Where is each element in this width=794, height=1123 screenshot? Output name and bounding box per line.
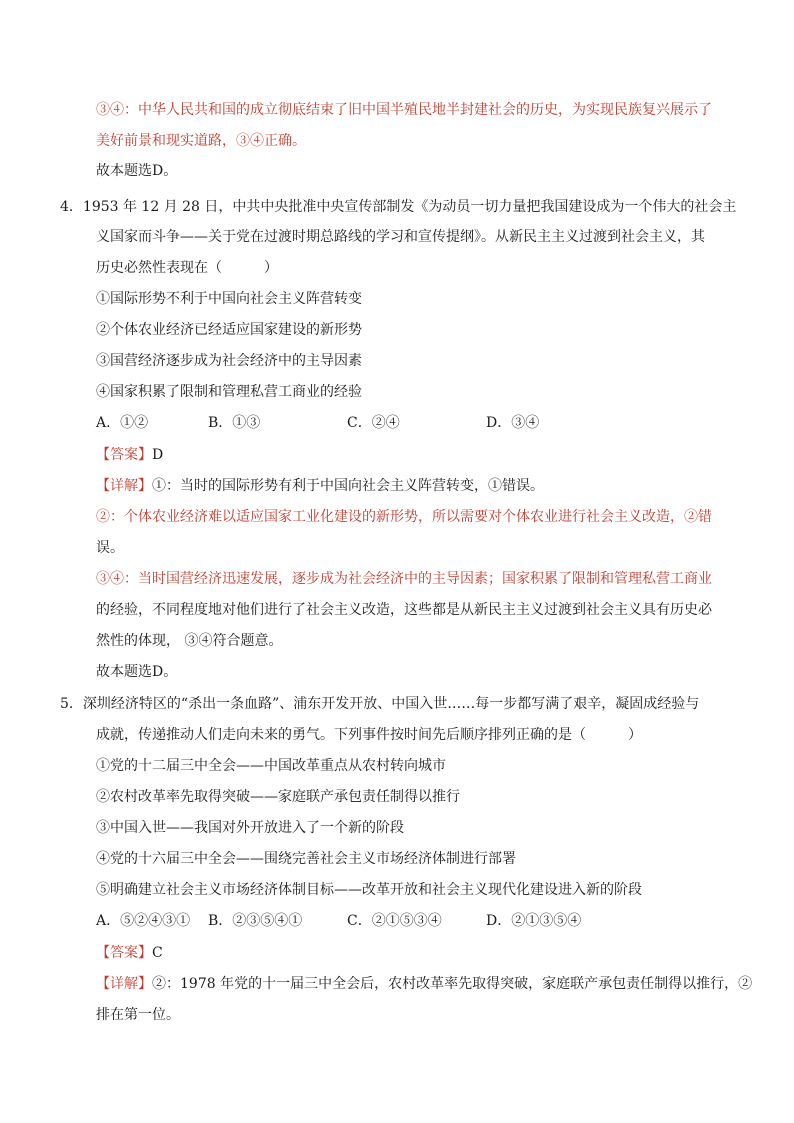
explanation-line: ②：个体农业经济难以适应国家工业化建设的新形势，所以需要对个体农业进行社会主义改造，②错	[96, 509, 712, 525]
question-4-option-d: D．③④	[486, 415, 540, 431]
question-5-statement: ⑤明确建立社会主义市场经济体制目标——改革开放和社会主义现代化建设进入新的阶段	[96, 882, 642, 898]
explanation-line: 排在第一位。	[96, 1007, 180, 1023]
explanation-text: 然性的体现， ③④符合题意。	[96, 633, 283, 649]
question-4-statement: ②个体农业经济已经适应国家建设的新形势	[96, 322, 362, 338]
question-4-stem: 历史必然性表现在（ ）	[96, 260, 278, 276]
question-5-option-c: C．②①⑤③④	[347, 913, 442, 929]
question-4-statement: ①国际形势不利于中国向社会主义阵营转变	[96, 291, 362, 307]
explanation-line: ③④：当时国营经济迅速发展，逐步成为社会经济中的主导因素；国家积累了限制和管理私营工商业	[96, 571, 712, 587]
question-4-option-a: A．①②	[96, 415, 149, 431]
question-5-option-a: A．⑤②④③①	[96, 913, 191, 929]
explanation-line	[96, 631, 282, 651]
conclusion-line: 故本题选D。	[96, 664, 178, 680]
answer-label: 【答案】	[96, 447, 152, 463]
conclusion-line: 故本题选D。	[96, 163, 178, 179]
explanation-label: 【详解】	[96, 478, 152, 494]
question-5-stem: 成就，传递推动人们走向未来的勇气。下列事件按时间先后顺序排列正确的是（ ）	[96, 727, 642, 743]
explanation-line: 误。	[96, 540, 124, 556]
question-5-statement: ①党的十二届三中全会——中国改革重点从农村转向城市	[96, 758, 446, 774]
question-5-statement: ②农村改革率先取得突破——家庭联产承包责任制得以推行	[96, 789, 460, 805]
question-5-explanation	[96, 974, 752, 994]
explanation-text: ②：1978 年党的十一届三中全会后，农村改革率先取得突破，家庭联产承包责任制得以推行，②	[152, 976, 753, 992]
explanation-line: 的经验，不同程度地对他们进行了社会主义改造，这些都是从新民主主义过渡到社会主义具有历史必	[96, 602, 712, 618]
question-4-stem: 义国家而斗争——关于党在过渡时期总路线的学习和宣传提纲》。从新民主主义过渡到社会主义，其	[96, 229, 705, 245]
question-4-statement: ③国营经济逐步成为社会经济中的主导因素	[96, 353, 362, 369]
explanation-line: ③④：中华人民共和国的成立彻底结束了旧中国半殖民地半封建社会的历史，为实现民族复兴展示了	[96, 102, 712, 118]
explanation-label: 【详解】	[96, 976, 152, 992]
question-5-statement: ③中国入世——我国对外开放进入了一个新的阶段	[96, 820, 404, 836]
explanation-text: ①：当时的国际形势有利于中国向社会主义阵营转变，①错误。	[152, 478, 544, 494]
explanation-line: 美好前景和现实道路，③④正确。	[96, 133, 306, 149]
question-4-statement: ④国家积累了限制和管理私营工商业的经验	[96, 384, 362, 400]
question-5-stem: 5．深圳经济特区的“杀出一条血路”、浦东开发开放、中国入世……每一步都写满了艰辛，凝固成经验与	[60, 696, 700, 712]
question-4-option-b: B．①③	[208, 415, 261, 431]
answer-label: 【答案】	[96, 945, 152, 961]
question-4-stem: 4．1953 年 12 月 28 日，中共中央批准中央宣传部制发《为动员一切力量把我国建设成为一个伟大的社会主	[60, 199, 737, 215]
question-4-answer	[96, 445, 163, 465]
answer-value: D	[152, 447, 164, 463]
question-5-option-b: B．②③⑤④①	[208, 913, 303, 929]
question-5-option-d: D．②①③⑤④	[486, 913, 582, 929]
answer-value: C	[152, 945, 163, 961]
question-5-answer	[96, 943, 163, 963]
question-4-explanation	[96, 476, 544, 496]
question-4-option-c: C．②④	[347, 415, 400, 431]
question-5-statement: ④党的十六届三中全会——围绕完善社会主义市场经济体制进行部署	[96, 851, 516, 867]
